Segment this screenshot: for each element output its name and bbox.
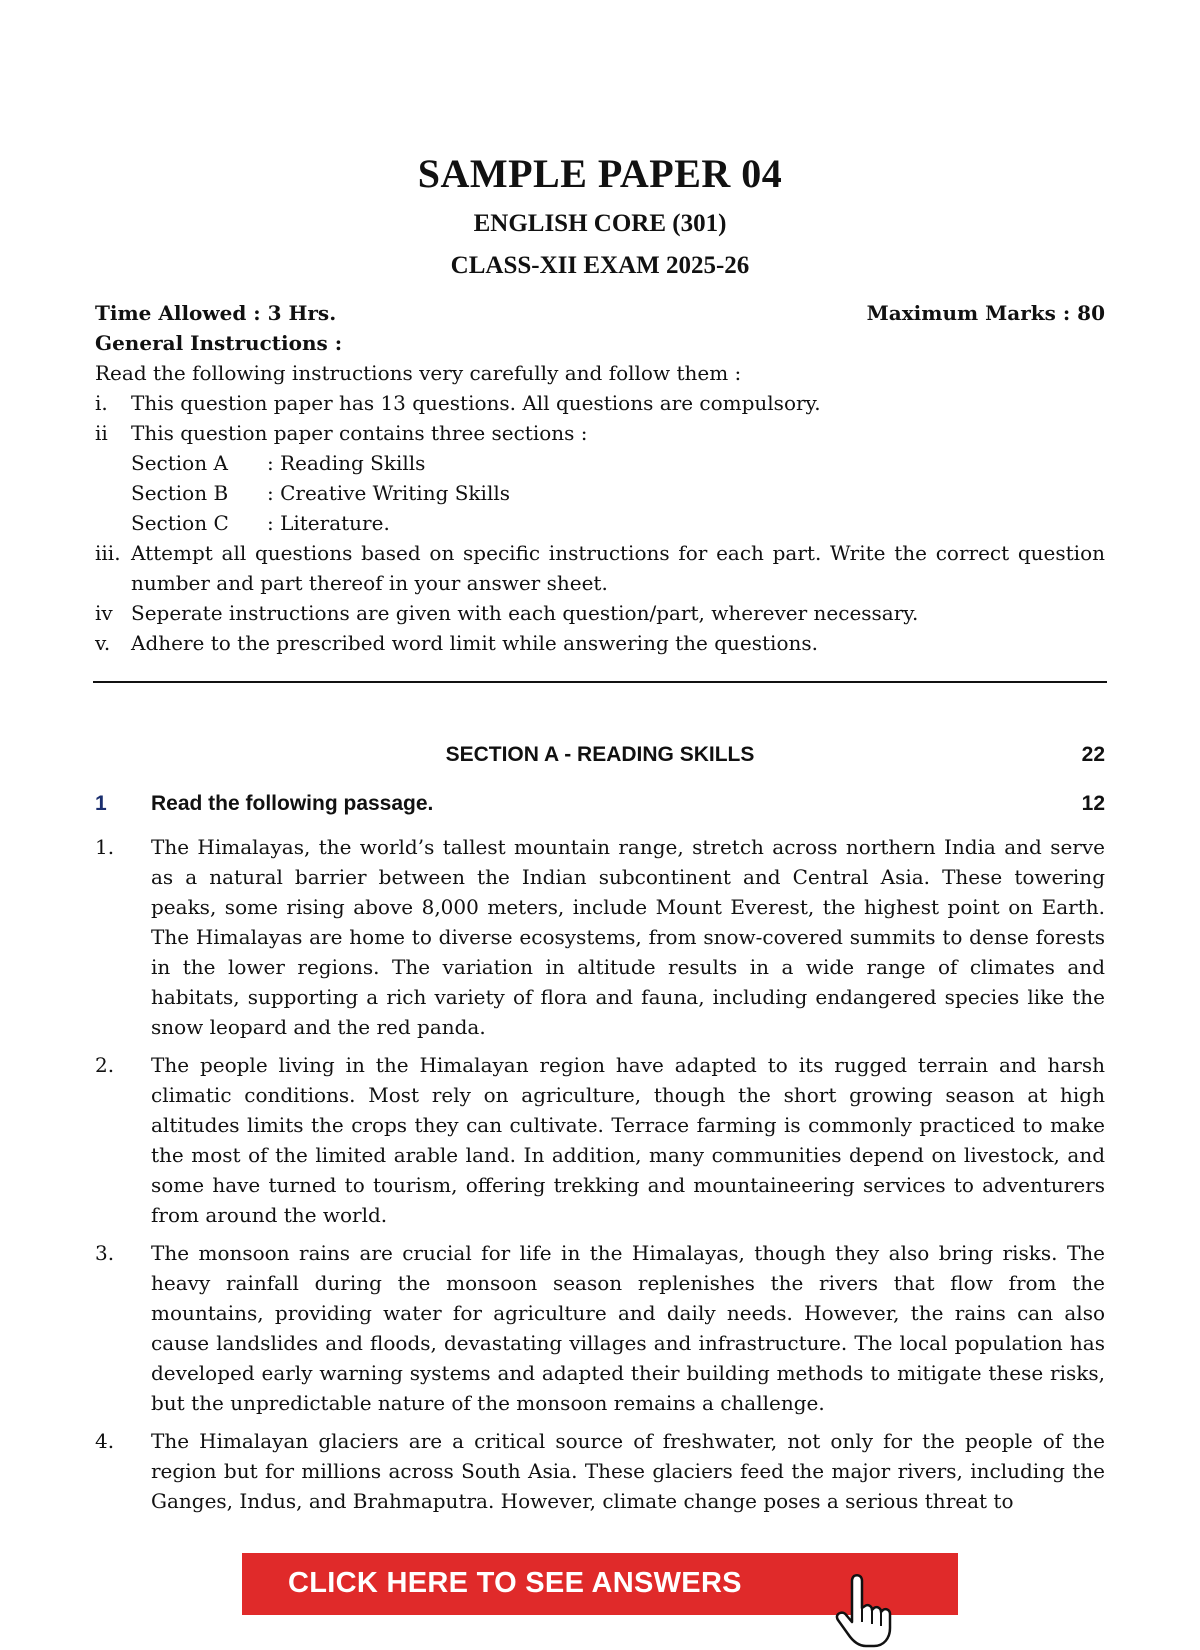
pointing-hand-icon[interactable] <box>832 1572 910 1650</box>
question-text: Read the following passage. <box>151 792 434 815</box>
maximum-marks: Maximum Marks : 80 <box>866 301 1105 325</box>
class-exam-title: CLASS-XII EXAM 2025-26 <box>450 252 750 279</box>
section-list-item <box>131 508 390 538</box>
instruction-item <box>95 538 1105 598</box>
paragraph-text: The monsoon rains are crucial for life in the Himalayas, though they also bring risks. The heavy rainfall during the monsoon season replenishes the rivers that flow from the mountains, providing water for agriculture and daily needs. However, the rains can also cause landslides and floods, devastating villages and infrastructure. The local population has developed early warning systems and adapted their building methods to mitigate these risks, but the unpredictable nature of the monsoon remains a challenge. <box>151 1241 1105 1415</box>
subject-title: ENGLISH CORE (301) <box>473 210 727 237</box>
paragraph-text: The people living in the Himalayan region have adapted to its rugged terrain and harsh climatic conditions. Most rely on agriculture, though the short growing season at high altitudes limits the crops they can cultivate. Terrace farming is commonly practiced to make the most of the limited arable land. In addition, many communities depend on livestock, and some have turned to tourism, offering trekking and mountaineering services to adventurers from around the world. <box>151 1053 1105 1227</box>
paragraph-number: 4. <box>95 1429 115 1453</box>
section-list-item <box>131 478 510 508</box>
paragraph-text: The Himalayan glaciers are a critical source of freshwater, not only for the people of the region but for millions across South Asia. These glaciers feed the major rivers, including the Ganges, Indus, and Brahmaputra. However, climate change poses a serious threat to <box>151 1429 1105 1513</box>
instruction-text: This question paper has 13 questions. All questions are compulsory. <box>131 391 821 415</box>
section-label: Section A <box>131 451 228 475</box>
paragraph-number: 2. <box>95 1053 115 1077</box>
instruction-number: ii <box>95 421 108 445</box>
passage-paragraph <box>95 1426 1105 1516</box>
section-list-item <box>131 448 425 478</box>
section-label: Section C <box>131 511 229 535</box>
paragraph-text: The Himalayas, the world’s tallest mountain range, stretch across northern India and serve as a natural barrier between the Indian subcontinent and Central Asia. These towering peaks, some rising above 8,000 meters, include Mount Everest, the highest point on Earth. The Himalayas are home to diverse ecosystems, from snow-covered summits to dense forests in the lower regions. The variation in altitude results in a wide range of climates and habitats, supporting a rich variety of flora and fauna, including endangered species like the snow leopard and the red panda. <box>151 835 1105 1039</box>
instructions-intro: Read the following instructions very carefully and follow them : <box>95 361 742 385</box>
passage-paragraph <box>95 1238 1105 1418</box>
instruction-number: iv <box>95 601 113 625</box>
instruction-number: iii. <box>95 541 121 565</box>
passage-paragraph <box>95 1050 1105 1230</box>
section-label: Section B <box>131 481 229 505</box>
section-name: : Reading Skills <box>267 451 426 475</box>
page-title: SAMPLE PAPER 04 <box>417 151 783 196</box>
instruction-text: This question paper contains three sections : <box>131 421 588 445</box>
instruction-number: v. <box>95 631 111 655</box>
instruction-item <box>95 418 1105 448</box>
paragraph-number: 1. <box>95 835 115 859</box>
instruction-text: Adhere to the prescribed word limit while answering the questions. <box>131 631 818 655</box>
divider <box>93 681 1107 683</box>
instruction-number: i. <box>95 391 108 415</box>
passage-paragraph <box>95 832 1105 1042</box>
general-instructions-heading: General Instructions : <box>95 331 343 355</box>
see-answers-label: CLICK HERE TO SEE ANSWERS <box>288 1567 742 1599</box>
instruction-text: Attempt all questions based on specific instructions for each part. Write the correct question number and part thereof in your answer sheet. <box>131 541 1105 595</box>
instruction-item <box>95 628 1105 658</box>
instruction-item <box>95 598 1105 628</box>
instruction-text: Seperate instructions are given with each question/part, wherever necessary. <box>131 601 919 625</box>
section-marks: 22 <box>1081 743 1105 766</box>
paragraph-number: 3. <box>95 1241 115 1265</box>
section-name: : Literature. <box>267 511 390 535</box>
section-name: : Creative Writing Skills <box>267 481 511 505</box>
instruction-item <box>95 388 1105 418</box>
time-allowed: Time Allowed : 3 Hrs. <box>95 301 337 325</box>
section-heading: SECTION A - READING SKILLS <box>445 743 755 766</box>
question-marks: 12 <box>1081 792 1105 815</box>
question-number: 1 <box>95 792 107 815</box>
